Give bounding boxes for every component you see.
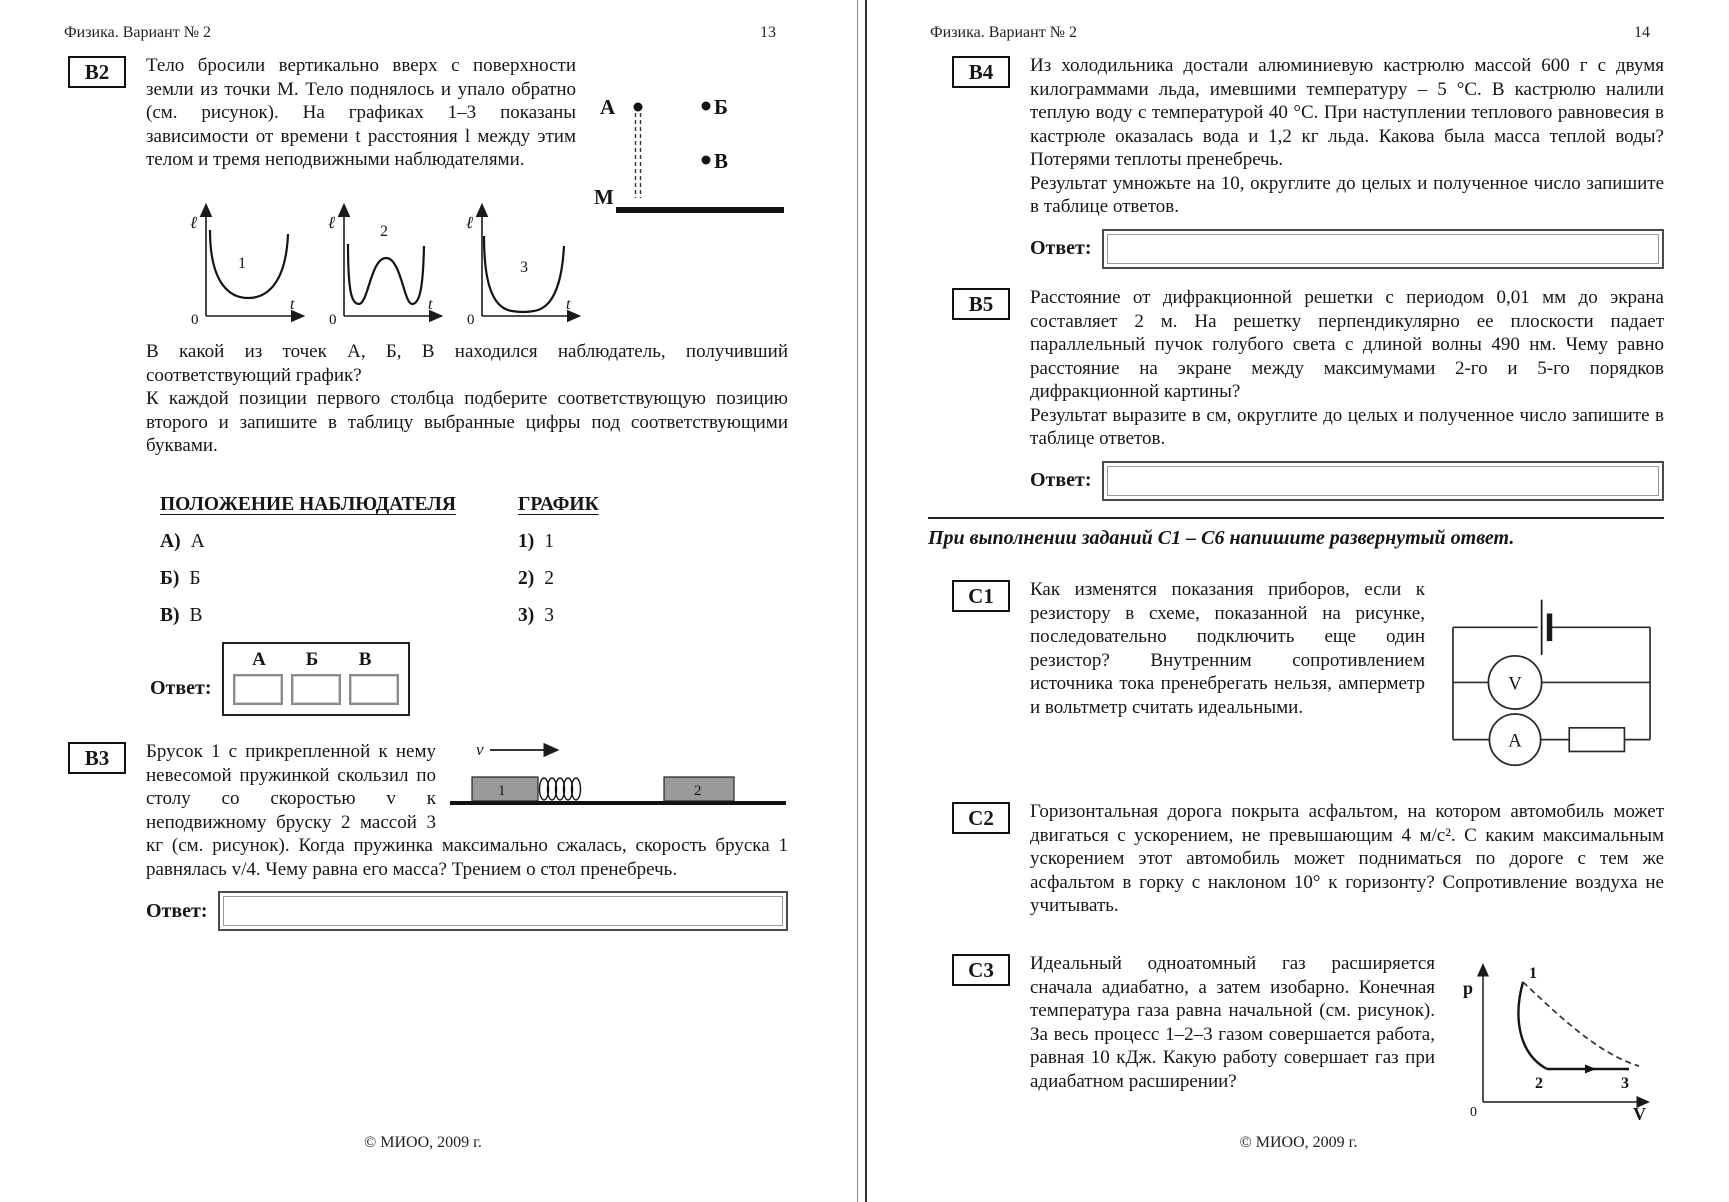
b2-graphs-row <box>186 194 586 326</box>
answer-col-v: В <box>358 649 372 670</box>
velocity-label: v <box>476 740 484 759</box>
match-right-value: 3 <box>544 605 554 626</box>
c1-circuit-figure <box>1439 578 1664 788</box>
running-head: Физика. Вариант № 2 <box>64 24 211 41</box>
graph-2-figure <box>324 194 448 326</box>
b5-answer-box-inner <box>1107 466 1659 496</box>
task-b4-label <box>952 56 1010 88</box>
b5-answer-area <box>1030 461 1664 501</box>
block-2-number: 2 <box>694 783 702 799</box>
graph-3-x-label: t <box>566 296 571 313</box>
b5-answer-box <box>1102 461 1664 501</box>
ammeter-letter: A <box>1508 730 1522 752</box>
task-c2 <box>952 800 1664 918</box>
b2-match-table <box>160 494 760 627</box>
match-left-key: В) <box>160 605 180 626</box>
graph-2-x-label: t <box>428 296 433 313</box>
point-v-dot <box>702 156 711 165</box>
match-left-item <box>160 568 518 590</box>
task-b5-label-text: В5 <box>968 291 994 316</box>
match-right-key: 3) <box>518 605 535 626</box>
page-14 <box>868 0 1729 1202</box>
point-a-dot <box>634 103 643 112</box>
match-col2-header-cell <box>518 494 599 516</box>
task-b5-label <box>952 288 1010 320</box>
footer-right: © МИОО, 2009 г. <box>1239 1134 1358 1151</box>
graph-3-y-label: ℓ <box>466 213 474 232</box>
graph-1-figure <box>186 194 310 326</box>
answer-input-box <box>233 674 283 705</box>
task-b4-text: Из холодильника достали алюминиевую кастрюлю массой 600 г с двумя килограммами льда, имевшими температуру – 5 °С. В кастрюлю налили теплую воду с температурой 40 °С. При наступлении теплового равновесия в кастрюле оказалась вода и 1,2 кг льда. Какова была масса теплой воды? Потерями теплоты пренебречь. <box>1030 55 1664 170</box>
match-row <box>160 531 760 553</box>
isobar-direction-arrow <box>1585 1065 1596 1074</box>
section-instruction: При выполнении заданий С1 – С6 напишите развернутый ответ. <box>928 527 1515 549</box>
task-c3-label-text: С3 <box>968 957 994 982</box>
b3-blocks-drawing <box>448 740 788 814</box>
voltmeter-letter: V <box>1508 673 1522 695</box>
point-v-label: В <box>714 149 729 173</box>
task-b2-label-text: В2 <box>84 59 110 84</box>
graph-3-origin-label: 0 <box>467 312 475 326</box>
task-b3-label-text: В3 <box>84 745 110 770</box>
match-left-item <box>160 531 518 553</box>
point-m-label: М <box>594 185 614 209</box>
volume-axis-label: V <box>1633 1104 1646 1124</box>
c3-pv-diagram-drawing <box>1449 952 1664 1124</box>
match-col1-header-cell <box>160 494 518 516</box>
state-3-label: 3 <box>1621 1075 1629 1092</box>
pv-origin-label: 0 <box>1470 1105 1477 1120</box>
task-b5-body <box>1030 286 1664 501</box>
task-b3-body <box>146 740 788 931</box>
task-b4-label-text: В4 <box>968 59 994 84</box>
match-right-item <box>518 531 554 553</box>
task-c2-label-text: С2 <box>968 805 994 830</box>
answer-col-a: А <box>252 649 266 670</box>
match-right-key: 1) <box>518 531 535 552</box>
match-col1-header: ПОЛОЖЕНИЕ НАБЛЮДАТЕЛЯ <box>160 494 456 515</box>
task-c3-text: Идеальный одноатомный газ расширяется сначала адиабатно, а затем изобарно. Конечная температура газа равна начальной (см. рисунок). За весь процесс 1–2–3 газом совершается работа, равная 10 кДж. Какую работу совершает газ при адиабатном расширении? <box>1030 953 1435 1092</box>
answer-col-b: Б <box>305 649 319 670</box>
page-edge-line <box>865 0 867 1202</box>
b2-match-headers <box>160 494 760 516</box>
page-number: 14 <box>1634 24 1650 41</box>
task-b4-body <box>1030 54 1664 269</box>
b4-answer-box-inner <box>1107 234 1659 264</box>
b2-scene-drawing <box>588 54 788 224</box>
b3-answer-label: Ответ: <box>146 899 208 922</box>
graph-2-curve <box>348 244 424 304</box>
b4-answer-label: Ответ: <box>1030 237 1092 259</box>
section-divider-rule <box>928 517 1664 519</box>
page-number: 13 <box>760 24 776 41</box>
b2-instruction-text: К каждой позиции первого столбца подберите соответствующую позицию второго и запишите в таблицу выбранные цифры под соответствующими буквами. <box>146 388 788 456</box>
match-left-key: А) <box>160 531 181 552</box>
match-right-value: 1 <box>544 531 554 552</box>
state-2-label: 2 <box>1535 1075 1543 1092</box>
task-b4 <box>952 54 1664 269</box>
graph-2-number: 2 <box>380 223 388 240</box>
task-b4-note: Результат умножьте на 10, округлите до целых и полученное число запишите в таблице ответов. <box>1030 172 1664 217</box>
match-left-item <box>160 605 518 627</box>
task-c1 <box>952 578 1664 788</box>
adiabat-curve <box>1518 982 1547 1069</box>
graph-3-number: 3 <box>520 259 528 276</box>
b2-question-text: В какой из точек А, Б, В находился наблюдатель, получивший соответствующий график? <box>146 341 788 386</box>
point-b-label: Б <box>714 95 728 119</box>
page-13 <box>0 0 846 1202</box>
match-right-value: 2 <box>544 568 554 589</box>
state-1-label: 1 <box>1529 965 1537 982</box>
match-left-value: А <box>190 531 205 552</box>
task-c2-text: Горизонтальная дорога покрыта асфальтом, на котором автомобиль может двигаться с ускорением, не превышающим 4 м/с². С каким максимальным ускорением этот автомобиль может подниматься по дороге с тем же асфальтом в горку с наклоном 10° к горизонту? Сопротивление воздуха не учитывать. <box>1030 801 1664 916</box>
b3-blocks-figure <box>448 740 788 819</box>
answer-input-box <box>291 674 341 705</box>
graph-1-x-label: t <box>290 296 295 313</box>
task-c1-body <box>1030 578 1664 752</box>
b4-answer-area <box>1030 229 1664 269</box>
task-b2-label <box>68 56 126 88</box>
page-gutter-line <box>857 0 858 1202</box>
b2-answer-grid-cells <box>233 674 399 705</box>
task-b5-note: Результат выразите в см, округлите до целых и полученное число запишите в таблице ответов. <box>1030 404 1664 449</box>
match-row <box>160 568 760 590</box>
match-row <box>160 605 760 627</box>
graph-2-origin-label: 0 <box>329 312 337 326</box>
task-c2-body <box>1030 800 1664 918</box>
b2-answer-grid-header <box>233 649 399 671</box>
point-b-dot <box>702 102 711 111</box>
resistor-icon <box>1569 728 1624 752</box>
task-c1-label-text: С1 <box>968 583 994 608</box>
pressure-axis-label: p <box>1463 978 1474 998</box>
b3-answer-area <box>146 891 788 931</box>
task-b3-text: Брусок 1 с прикрепленной к нему невесомой пружинкой скользил по столу со скоростью v к неподвижному бруску 2 массой 3 кг (см. рисунок). Когда пружинка максимально сжалась, скорость бруска 1 равнялась v/4. Чему равна его масса? Трением о стол пренебречь. <box>146 741 788 880</box>
task-b5 <box>952 286 1664 501</box>
b3-answer-box <box>218 891 788 931</box>
match-left-key: Б) <box>160 568 180 589</box>
task-c3-label <box>952 954 1010 986</box>
answer-input-box <box>349 674 399 705</box>
task-c1-label <box>952 580 1010 612</box>
b2-scene-figure <box>588 54 788 229</box>
b4-answer-box <box>1102 229 1664 269</box>
graph-3-figure <box>462 194 586 326</box>
graph-1-y-label: ℓ <box>190 213 198 232</box>
b5-answer-label: Ответ: <box>1030 469 1092 491</box>
block-1-number: 1 <box>498 783 506 799</box>
isotherm-dashed-curve <box>1523 982 1639 1066</box>
b3-answer-box-inner <box>223 896 783 926</box>
task-c1-text: Как изменятся показания приборов, если к резистору в схеме, показанной на рисунке, последовательно подключить еще один резистор? Внутренним сопротивлением источника тока пренебрегать нельзя, амперметр и вольтметр считать идеальными. <box>1030 579 1425 718</box>
b2-question-block <box>146 340 788 458</box>
match-left-value: В <box>189 605 203 626</box>
task-b2-body <box>146 54 788 209</box>
running-head: Физика. Вариант № 2 <box>930 24 1077 41</box>
match-col2-header: ГРАФИК <box>518 494 599 515</box>
c1-circuit-drawing <box>1439 578 1664 783</box>
task-b3-label <box>68 742 126 774</box>
match-right-item <box>518 605 554 627</box>
task-b3 <box>68 740 788 931</box>
c3-pv-diagram-figure <box>1449 952 1664 1129</box>
task-c3 <box>952 952 1664 1129</box>
graph-1-curve <box>210 230 288 298</box>
task-c3-body <box>1030 952 1664 1124</box>
graph-1-number: 1 <box>238 255 246 272</box>
task-c2-label <box>952 802 1010 834</box>
match-right-key: 2) <box>518 568 535 589</box>
footer-left: © МИОО, 2009 г. <box>364 1134 482 1151</box>
graph-1-origin-label: 0 <box>191 312 199 326</box>
task-b5-text: Расстояние от дифракционной решетки с периодом 0,01 мм до экрана составляет 2 м. На решетку перпендикулярно ее плоскости падает параллельный пучок голубого света с длиной волны 490 нм. Чему равно расстояние на экране между максимумами 2-го и 5-го порядков дифракционной картины? <box>1030 287 1664 402</box>
b2-answer-area <box>150 642 410 716</box>
match-left-value: Б <box>189 568 201 589</box>
task-b2-text: Тело бросили вертикально вверх с поверхности земли из точки М. Тело поднялось и упало обратно (см. рисунок). На графиках 1–3 показаны зависимости от времени t расстояния l между этим телом и тремя неподвижными наблюдателями. <box>146 55 576 170</box>
point-a-label: А <box>600 95 616 119</box>
match-right-item <box>518 568 554 590</box>
b2-answer-grid <box>222 642 410 716</box>
b2-answer-label: Ответ: <box>150 677 212 699</box>
graph-2-y-label: ℓ <box>328 213 336 232</box>
